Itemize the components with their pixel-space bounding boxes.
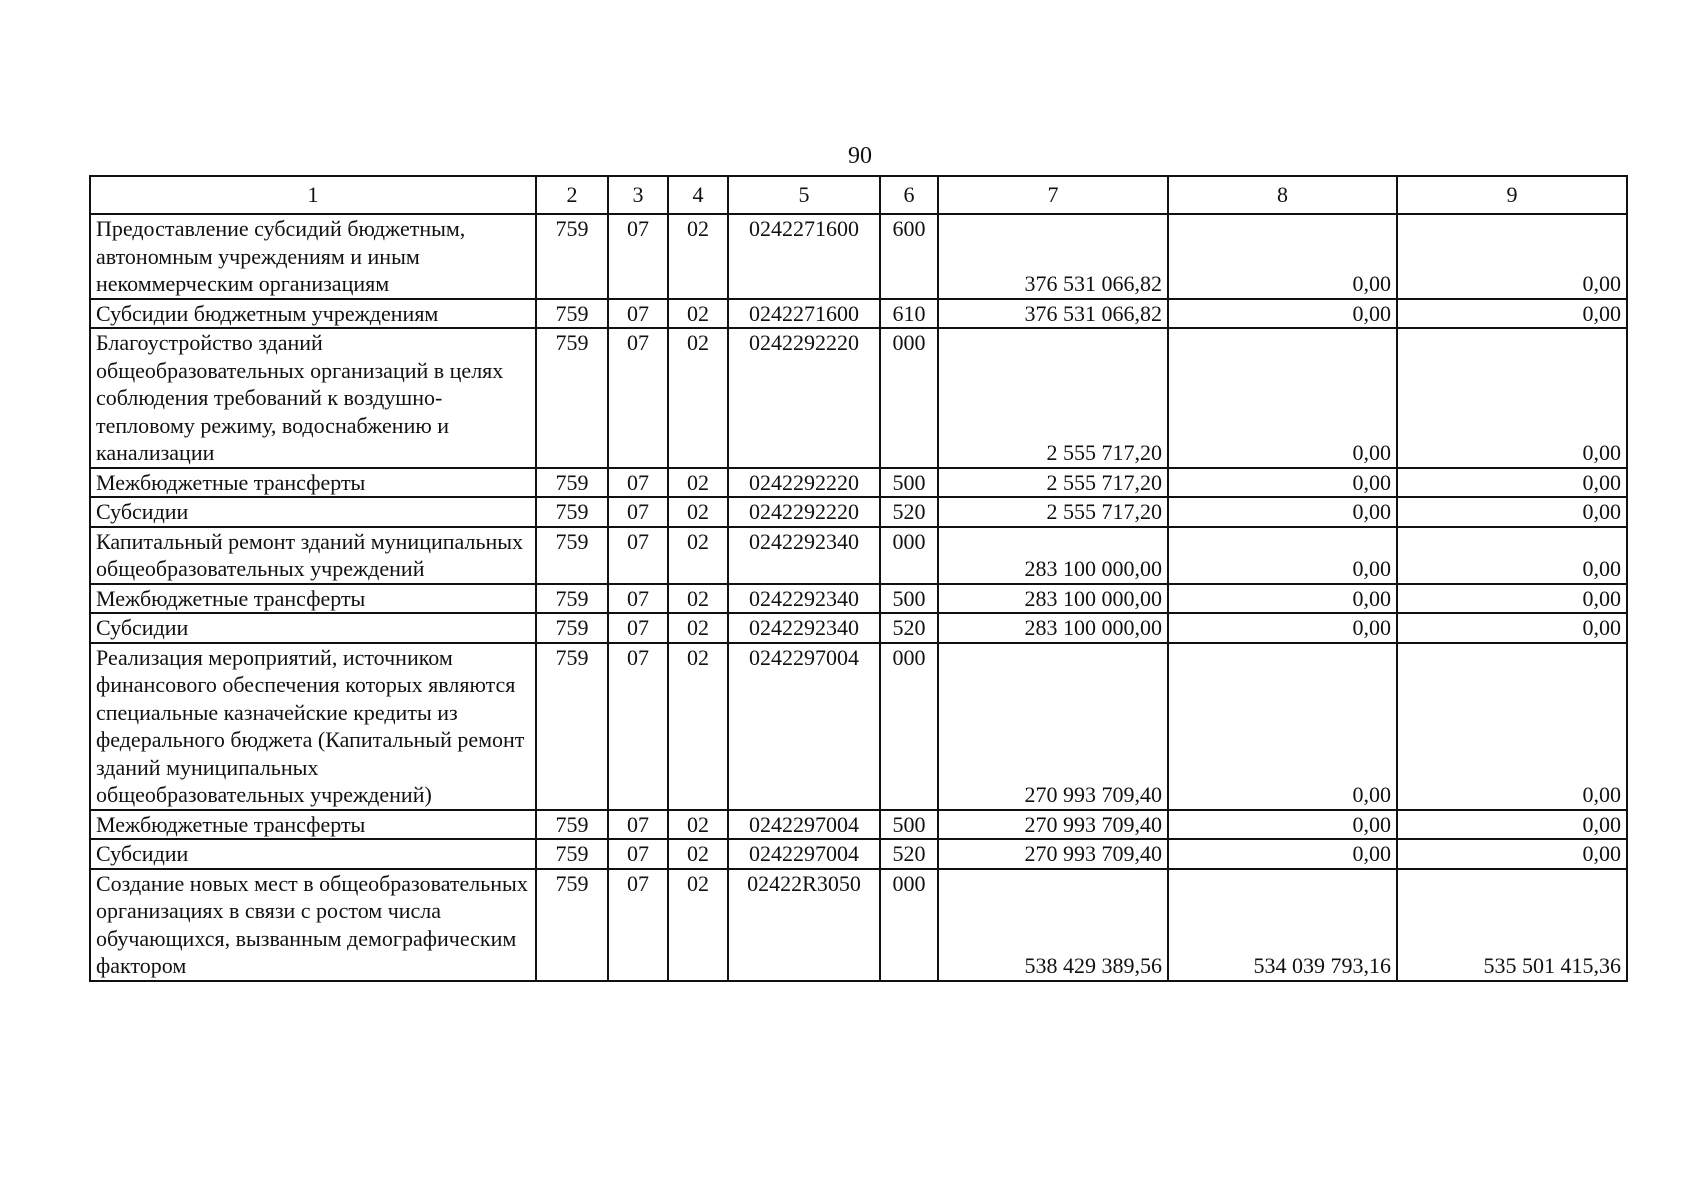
row-amount-col8-cell: 0,00 — [1168, 613, 1397, 643]
row-target-article-cell: 0242292340 — [728, 527, 880, 584]
header-cell: 8 — [1168, 176, 1397, 214]
row-amount-col7-cell: 376 531 066,82 — [938, 299, 1168, 329]
table-row — [90, 497, 1627, 527]
row-amount-col9-cell: 0,00 — [1397, 584, 1627, 614]
table-row — [90, 214, 1627, 299]
header-cell: 5 — [728, 176, 880, 214]
row-amount-col8-cell: 0,00 — [1168, 643, 1397, 810]
row-grbs-cell: 759 — [536, 214, 608, 299]
row-subsection-cell: 02 — [668, 497, 728, 527]
row-expense-type-cell: 000 — [880, 869, 938, 981]
table-body — [90, 176, 1627, 981]
row-section-cell: 07 — [608, 328, 668, 468]
row-name-cell: Субсидии — [90, 613, 536, 643]
budget-table — [89, 175, 1628, 982]
row-subsection-cell: 02 — [668, 810, 728, 840]
row-name-cell: Межбюджетные трансферты — [90, 810, 536, 840]
row-amount-col8-cell: 0,00 — [1168, 584, 1397, 614]
row-expense-type-cell: 000 — [880, 527, 938, 584]
row-grbs-cell: 759 — [536, 643, 608, 810]
row-target-article-cell: 0242271600 — [728, 214, 880, 299]
row-section-cell: 07 — [608, 584, 668, 614]
row-grbs-cell: 759 — [536, 839, 608, 869]
page-number: 90 — [848, 143, 872, 169]
row-expense-type-cell: 500 — [880, 468, 938, 498]
row-grbs-cell: 759 — [536, 328, 608, 468]
row-amount-col9-cell: 535 501 415,36 — [1397, 869, 1627, 981]
row-name-cell: Благоустройство зданий общеобразовательных организаций в целях соблюдения требований к воздушно-тепловому режиму, водоснабжению и канализации — [90, 328, 536, 468]
row-name-cell: Межбюджетные трансферты — [90, 468, 536, 498]
row-name-cell: Реализация мероприятий, источником финансового обеспечения которых являются специальные казначейские кредиты из федерального бюджета (Капитальный ремонт зданий муниципальных общеобразовательных учреждений) — [90, 643, 536, 810]
row-target-article-cell: 0242292220 — [728, 497, 880, 527]
row-name-cell: Капитальный ремонт зданий муниципальных общеобразовательных учреждений — [90, 527, 536, 584]
row-amount-col8-cell: 0,00 — [1168, 328, 1397, 468]
row-amount-col7-cell: 538 429 389,56 — [938, 869, 1168, 981]
row-amount-col7-cell: 283 100 000,00 — [938, 527, 1168, 584]
header-cell: 6 — [880, 176, 938, 214]
row-subsection-cell: 02 — [668, 328, 728, 468]
row-expense-type-cell: 520 — [880, 497, 938, 527]
row-subsection-cell: 02 — [668, 613, 728, 643]
table-row — [90, 613, 1627, 643]
row-subsection-cell: 02 — [668, 527, 728, 584]
row-amount-col8-cell: 0,00 — [1168, 214, 1397, 299]
row-expense-type-cell: 520 — [880, 839, 938, 869]
table-row — [90, 527, 1627, 584]
row-section-cell: 07 — [608, 299, 668, 329]
table-row — [90, 839, 1627, 869]
row-amount-col9-cell: 0,00 — [1397, 468, 1627, 498]
row-subsection-cell: 02 — [668, 584, 728, 614]
header-cell: 7 — [938, 176, 1168, 214]
row-subsection-cell: 02 — [668, 839, 728, 869]
row-target-article-cell: 0242292340 — [728, 584, 880, 614]
row-grbs-cell: 759 — [536, 299, 608, 329]
row-amount-col9-cell: 0,00 — [1397, 328, 1627, 468]
row-amount-col8-cell: 0,00 — [1168, 299, 1397, 329]
row-grbs-cell: 759 — [536, 584, 608, 614]
header-cell: 4 — [668, 176, 728, 214]
row-section-cell: 07 — [608, 468, 668, 498]
table-row — [90, 468, 1627, 498]
row-subsection-cell: 02 — [668, 643, 728, 810]
row-target-article-cell: 0242297004 — [728, 643, 880, 810]
row-grbs-cell: 759 — [536, 810, 608, 840]
row-section-cell: 07 — [608, 214, 668, 299]
table-row — [90, 584, 1627, 614]
row-amount-col9-cell: 0,00 — [1397, 527, 1627, 584]
table-header-row — [90, 176, 1627, 214]
row-subsection-cell: 02 — [668, 869, 728, 981]
table-row — [90, 299, 1627, 329]
row-expense-type-cell: 520 — [880, 613, 938, 643]
row-grbs-cell: 759 — [536, 869, 608, 981]
table-row — [90, 643, 1627, 810]
row-target-article-cell: 0242297004 — [728, 839, 880, 869]
row-expense-type-cell: 600 — [880, 214, 938, 299]
row-section-cell: 07 — [608, 527, 668, 584]
row-amount-col9-cell: 0,00 — [1397, 214, 1627, 299]
row-section-cell: 07 — [608, 643, 668, 810]
row-target-article-cell: 0242292340 — [728, 613, 880, 643]
row-name-cell: Предоставление субсидий бюджетным, автономным учреждениям и иным некоммерческим организациям — [90, 214, 536, 299]
row-amount-col7-cell: 376 531 066,82 — [938, 214, 1168, 299]
row-grbs-cell: 759 — [536, 497, 608, 527]
header-cell: 9 — [1397, 176, 1627, 214]
row-target-article-cell: 02422R3050 — [728, 869, 880, 981]
row-subsection-cell: 02 — [668, 468, 728, 498]
header-cell: 1 — [90, 176, 536, 214]
row-grbs-cell: 759 — [536, 468, 608, 498]
row-subsection-cell: 02 — [668, 299, 728, 329]
row-amount-col7-cell: 283 100 000,00 — [938, 613, 1168, 643]
row-name-cell: Межбюджетные трансферты — [90, 584, 536, 614]
row-amount-col8-cell: 0,00 — [1168, 810, 1397, 840]
row-expense-type-cell: 000 — [880, 328, 938, 468]
row-target-article-cell: 0242292220 — [728, 468, 880, 498]
row-amount-col8-cell: 0,00 — [1168, 468, 1397, 498]
row-expense-type-cell: 500 — [880, 810, 938, 840]
row-amount-col9-cell: 0,00 — [1397, 839, 1627, 869]
row-target-article-cell: 0242292220 — [728, 328, 880, 468]
row-amount-col8-cell: 0,00 — [1168, 527, 1397, 584]
row-grbs-cell: 759 — [536, 613, 608, 643]
row-amount-col8-cell: 0,00 — [1168, 839, 1397, 869]
row-target-article-cell: 0242271600 — [728, 299, 880, 329]
header-cell: 3 — [608, 176, 668, 214]
table-row — [90, 328, 1627, 468]
row-name-cell: Субсидии — [90, 839, 536, 869]
row-section-cell: 07 — [608, 497, 668, 527]
row-amount-col9-cell: 0,00 — [1397, 299, 1627, 329]
row-amount-col9-cell: 0,00 — [1397, 613, 1627, 643]
row-amount-col7-cell: 2 555 717,20 — [938, 328, 1168, 468]
row-name-cell: Субсидии бюджетным учреждениям — [90, 299, 536, 329]
row-subsection-cell: 02 — [668, 214, 728, 299]
row-amount-col7-cell: 2 555 717,20 — [938, 468, 1168, 498]
row-amount-col7-cell: 2 555 717,20 — [938, 497, 1168, 527]
row-section-cell: 07 — [608, 810, 668, 840]
row-amount-col8-cell: 534 039 793,16 — [1168, 869, 1397, 981]
row-amount-col9-cell: 0,00 — [1397, 810, 1627, 840]
row-grbs-cell: 759 — [536, 527, 608, 584]
row-amount-col9-cell: 0,00 — [1397, 497, 1627, 527]
row-amount-col9-cell: 0,00 — [1397, 643, 1627, 810]
row-name-cell: Субсидии — [90, 497, 536, 527]
row-section-cell: 07 — [608, 869, 668, 981]
row-expense-type-cell: 000 — [880, 643, 938, 810]
table-row — [90, 810, 1627, 840]
row-section-cell: 07 — [608, 613, 668, 643]
row-amount-col7-cell: 270 993 709,40 — [938, 810, 1168, 840]
row-amount-col8-cell: 0,00 — [1168, 497, 1397, 527]
header-cell: 2 — [536, 176, 608, 214]
row-expense-type-cell: 500 — [880, 584, 938, 614]
row-section-cell: 07 — [608, 839, 668, 869]
row-amount-col7-cell: 270 993 709,40 — [938, 643, 1168, 810]
row-name-cell: Создание новых мест в общеобразовательных организациях в связи с ростом числа обучающихся, вызванным демографическим фактором — [90, 869, 536, 981]
row-amount-col7-cell: 270 993 709,40 — [938, 839, 1168, 869]
row-amount-col7-cell: 283 100 000,00 — [938, 584, 1168, 614]
row-target-article-cell: 0242297004 — [728, 810, 880, 840]
table-row — [90, 869, 1627, 981]
row-expense-type-cell: 610 — [880, 299, 938, 329]
